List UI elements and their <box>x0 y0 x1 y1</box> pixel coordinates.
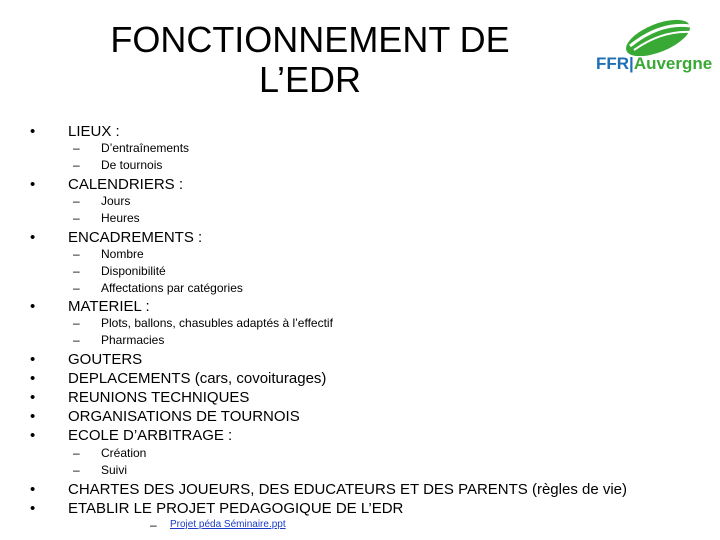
ppt-file-link[interactable]: Projet péda Séminaire.ppt <box>170 519 286 530</box>
bullet-label: DEPLACEMENTS (cars, covoiturages) <box>68 370 327 387</box>
bullet-icon: • <box>30 389 36 406</box>
slide-title-line-1: FONCTIONNEMENT DE <box>110 19 510 60</box>
bullet-icon: • <box>30 481 36 498</box>
bullet-label: CHARTES DES JOUEURS, DES EDUCATEURS ET DES PARENTS (règles de vie) <box>68 481 628 498</box>
bullet-icon: • <box>30 176 36 193</box>
dash-icon: – <box>73 247 80 261</box>
sub-item-label: Heures <box>101 211 140 225</box>
dash-icon: – <box>73 316 80 330</box>
bullet-label: ETABLIR LE PROJET PEDAGOGIQUE DE L’EDR <box>68 500 404 517</box>
dash-icon: – <box>73 446 80 460</box>
bullet-icon: • <box>30 123 36 140</box>
bullet-icon: • <box>30 408 36 425</box>
bullet-label: CALENDRIERS : <box>68 176 184 193</box>
logo-region-text: Auvergne <box>633 54 713 73</box>
sub-item-label: Disponibilité <box>101 264 166 278</box>
dash-icon: – <box>73 264 80 278</box>
bullet-icon: • <box>30 298 36 315</box>
sub-item-label: Jours <box>101 194 131 208</box>
bullet-label: LIEUX : <box>68 123 120 140</box>
sub-item-label: Suivi <box>101 463 128 477</box>
dash-icon: – <box>73 463 80 477</box>
dash-icon: – <box>73 141 80 155</box>
sub-item-label: Nombre <box>101 247 144 261</box>
dash-icon: – <box>73 194 80 208</box>
bullet-icon: • <box>30 500 36 517</box>
dash-icon: – <box>73 211 80 225</box>
dash-icon: – <box>150 518 157 532</box>
sub-item-label: Création <box>101 446 147 460</box>
bullet-label: REUNIONS TECHNIQUES <box>68 389 250 406</box>
sub-item-label: D’entraînements <box>101 141 190 155</box>
bullet-label: ECOLE D’ARBITRAGE : <box>68 427 233 444</box>
sub-item-label: Plots, ballons, chasubles adaptés à l’effectif <box>101 316 333 330</box>
sub-item-label: De tournois <box>101 158 163 172</box>
sub-item-label: Affectations par catégories <box>101 281 243 295</box>
bullet-label: ORGANISATIONS DE TOURNOIS <box>68 408 300 425</box>
bullet-icon: • <box>30 427 36 444</box>
slide-title-line-2: L’EDR <box>258 59 362 100</box>
bullet-label: GOUTERS <box>68 351 143 368</box>
bullet-label: ENCADREMENTS : <box>68 229 203 246</box>
bullet-icon: • <box>30 370 36 387</box>
dash-icon: – <box>73 333 80 347</box>
bullet-icon: • <box>30 229 36 246</box>
sub-item-label: Pharmacies <box>101 333 165 347</box>
bullet-icon: • <box>30 351 36 368</box>
dash-icon: – <box>73 281 80 295</box>
logo-ffr-text: FFR <box>596 54 630 73</box>
logo-separator: | <box>629 54 634 73</box>
bullet-label: MATERIEL : <box>68 298 150 315</box>
dash-icon: – <box>73 158 80 172</box>
